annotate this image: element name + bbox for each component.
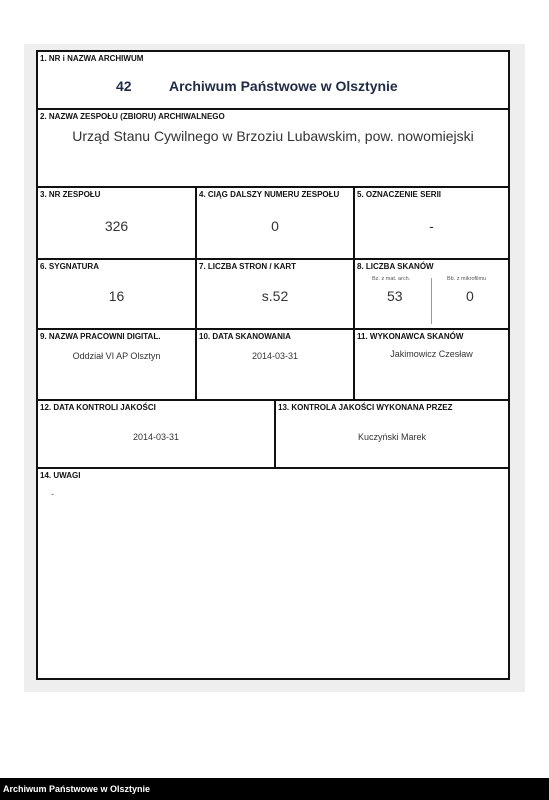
field-scan-date — [197, 330, 353, 399]
field-label: 7. LICZBA STRON / KART — [199, 262, 297, 271]
field-label: 10. DATA SKANOWANIA — [199, 332, 291, 341]
field-quality-check-date — [38, 401, 274, 467]
field-signature — [38, 260, 195, 328]
field-archive — [38, 52, 508, 108]
field-value: - — [51, 489, 54, 499]
field-label: 13. KONTROLA JAKOŚCI WYKONANA PRZEZ — [278, 403, 453, 412]
field-value: - — [429, 218, 434, 234]
field-label: 3. NR ZESPOŁU — [40, 190, 101, 199]
field-label: 9. NAZWA PRACOWNI DIGITAL. — [40, 332, 161, 341]
scan-count-archival-value: 53 — [387, 288, 403, 304]
field-value: 0 — [271, 218, 279, 234]
field-label: 1. NR i NAZWA ARCHIWUM — [40, 54, 144, 63]
field-value: s.52 — [261, 288, 289, 304]
field-quality-check-by — [276, 401, 508, 467]
field-label: 8. LICZBA SKANÓW — [357, 262, 434, 271]
footer-bar — [0, 778, 549, 800]
field-label: 5. OZNACZENIE SERII — [357, 190, 442, 199]
field-series — [355, 188, 508, 258]
field-label: 11. WYKONAWCA SKANÓW — [357, 332, 464, 341]
field-value: Urząd Stanu Cywilnego w Brzoziu Lubawskim, pow. nowomiejski — [72, 128, 474, 144]
field-value: 2014-03-31 — [132, 432, 180, 442]
field-fonds-number — [38, 188, 195, 258]
field-value: Oddział VI AP Olsztyn — [72, 351, 161, 361]
field-label: 14. UWAGI — [40, 471, 81, 480]
field-digitization-lab — [38, 330, 195, 399]
field-value: 16 — [108, 288, 125, 304]
field-value: Jakimowicz Czesław — [390, 349, 473, 359]
field-value: 326 — [104, 218, 129, 234]
field-label: 6. SYGNATURA — [40, 262, 99, 271]
field-scan-count — [355, 260, 508, 328]
archive-name: Archiwum Państwowe w Olsztynie — [169, 78, 398, 94]
scan-count-microfilm-label: Bb. z mikrofilmu — [447, 276, 487, 282]
footer-text: Archiwum Państwowe w Olsztynie — [3, 784, 151, 794]
field-value: Kuczyński Marek — [357, 432, 427, 442]
scan-count-archival-label: Bz. z mat. arch. — [372, 276, 411, 282]
field-scan-operator — [355, 330, 508, 399]
field-fonds-number-continuation — [197, 188, 353, 258]
field-label: 4. CIĄG DALSZY NUMERU ZESPOŁU — [199, 190, 340, 199]
field-remarks — [38, 469, 508, 678]
field-page-count — [197, 260, 353, 328]
field-value: 2014-03-31 — [251, 351, 299, 361]
field-label: 12. DATA KONTROLI JAKOŚCI — [40, 403, 156, 412]
field-label: 2. NAZWA ZESPOŁU (ZBIORU) ARCHIWALNEGO — [40, 112, 225, 121]
archive-number: 42 — [116, 78, 132, 94]
scan-count-microfilm-value: 0 — [466, 288, 474, 304]
field-fonds-name — [38, 110, 508, 186]
metadata-form — [36, 50, 510, 680]
